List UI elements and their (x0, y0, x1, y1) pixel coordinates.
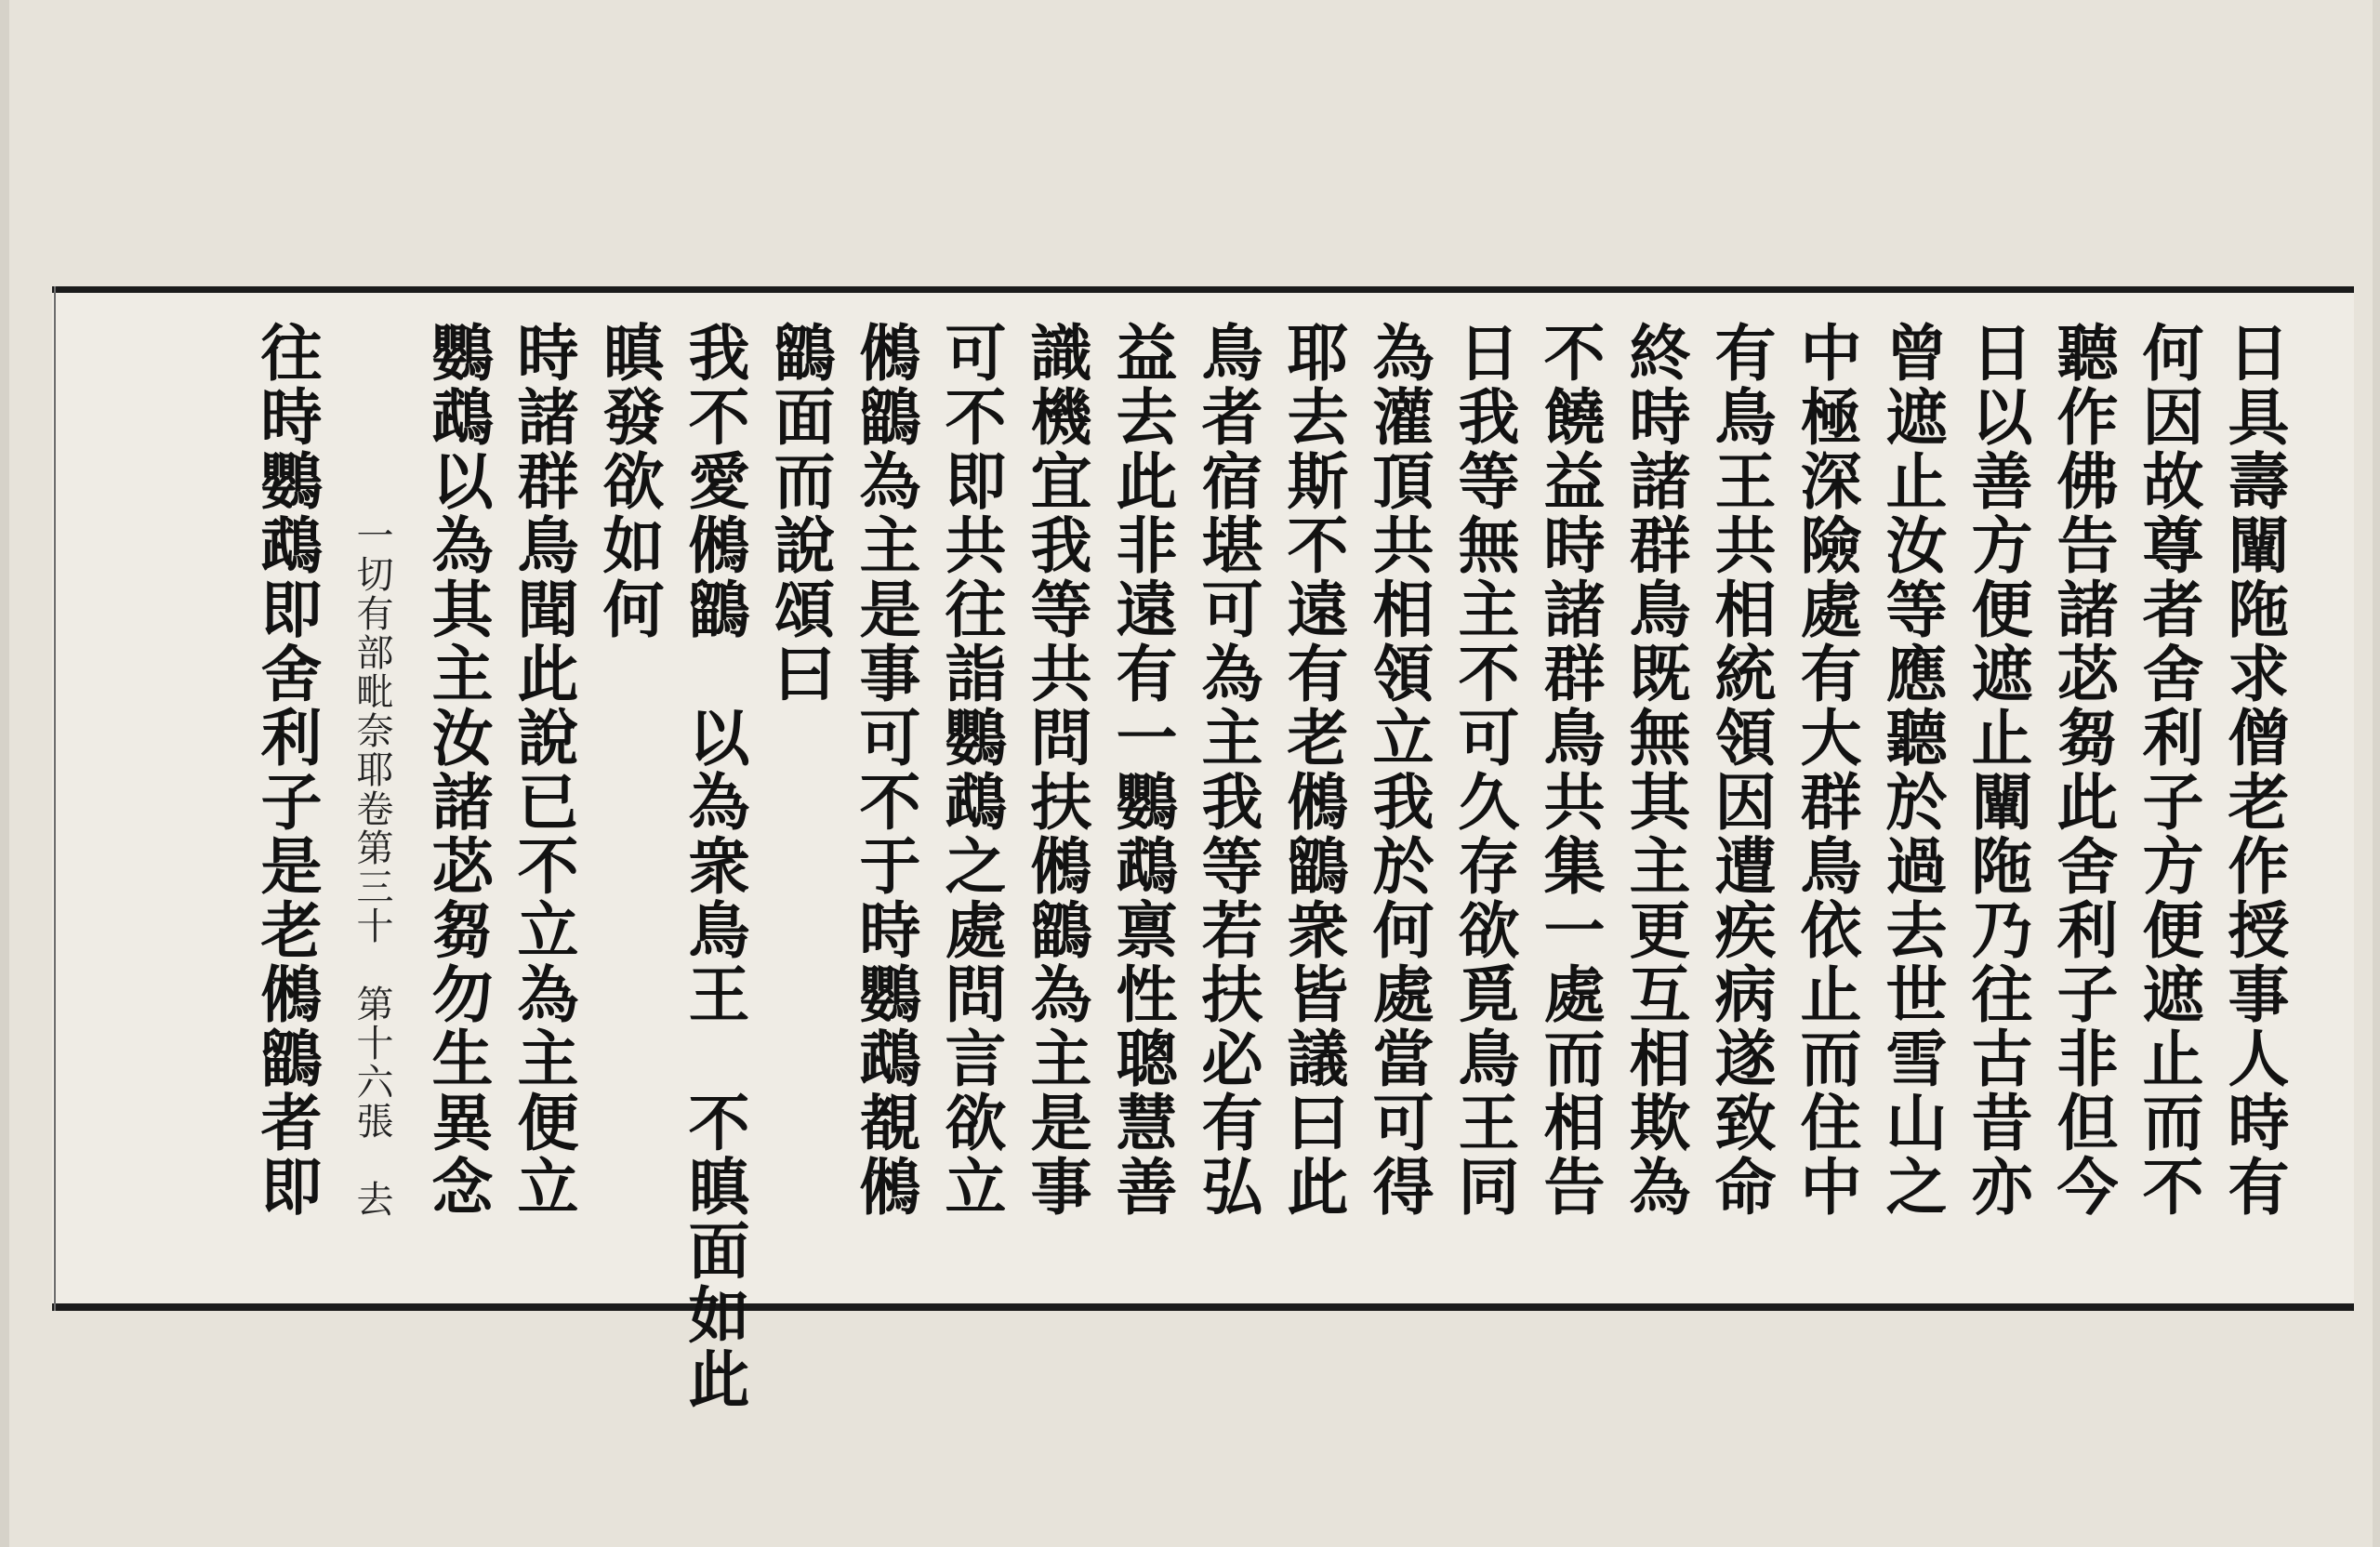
border-rule-top (52, 286, 2354, 293)
text-column-13: 鳥者宿堪可為主我等若扶必有弘 (1191, 321, 1263, 1219)
text-column-10: 日我等無主不可久存欲覓鳥王同 (1448, 321, 1520, 1219)
text-column-2: 何因故尊者舍利子方便遮止而不 (2132, 321, 2204, 1219)
text-column-20: 瞋發欲如何 (592, 321, 665, 641)
border-rule-left (54, 286, 56, 1311)
text-column-18: 鶹面而說頌曰 (763, 321, 836, 706)
text-column-6: 中極深險處有大群鳥依止而住中 (1790, 321, 1862, 1219)
border-rule-bottom (52, 1303, 2354, 1311)
text-column-19: 我不愛鵂鶹 以為衆鳥王 不瞋面如此 (678, 321, 750, 1411)
text-column-17: 鵂鶹為主是事可不于時鸚鵡覩鵂 (849, 321, 921, 1219)
margin-note-column: 一切有部毗奈耶卷第三十 第十六張 去 (350, 516, 393, 1219)
text-column-21: 時諸群鳥聞此說已不立為主便立 (507, 321, 579, 1219)
text-column-12: 耶去斯不遠有老鵂鶹衆皆議曰此 (1276, 321, 1349, 1219)
text-column-8: 終時諸群鳥既無其主更互相欺為 (1619, 321, 1691, 1219)
page-edge-right (2373, 0, 2380, 1547)
text-column-16: 可不即共往詣鸚鵡之處問言欲立 (934, 321, 1007, 1219)
text-column-7: 有鳥王共相統領因遭疾病遂致命 (1704, 321, 1777, 1219)
text-column-5: 曾遮止汝等應聽於過去世雪山之 (1875, 321, 1948, 1219)
text-column-14: 益去此非遠有一鸚鵡禀性聰慧善 (1105, 321, 1178, 1219)
text-column-23: 往時鸚鵡即舍利子是老鵂鶹者即 (250, 321, 323, 1219)
text-column-11: 為灌頂共相領立我於何處當可得 (1362, 321, 1435, 1219)
text-column-3: 聽作佛告諸苾芻此舍利子非但今 (2046, 321, 2119, 1219)
text-column-1: 日具壽闡陁求僧老作授事人時有 (2217, 321, 2290, 1219)
text-column-4: 日以善方便遮止闡陁乃往古昔亦 (1961, 321, 2033, 1219)
text-column-9: 不饒益時諸群鳥共集一處而相告 (1533, 321, 1606, 1219)
text-column-15: 識機宜我等共問扶鵂鶹為主是事 (1020, 321, 1092, 1219)
vertical-text-area (149, 321, 2296, 1411)
page-edge-left (0, 0, 9, 1547)
text-column-22: 鸚鵡以為其主汝諸苾芻勿生異念 (421, 321, 494, 1219)
